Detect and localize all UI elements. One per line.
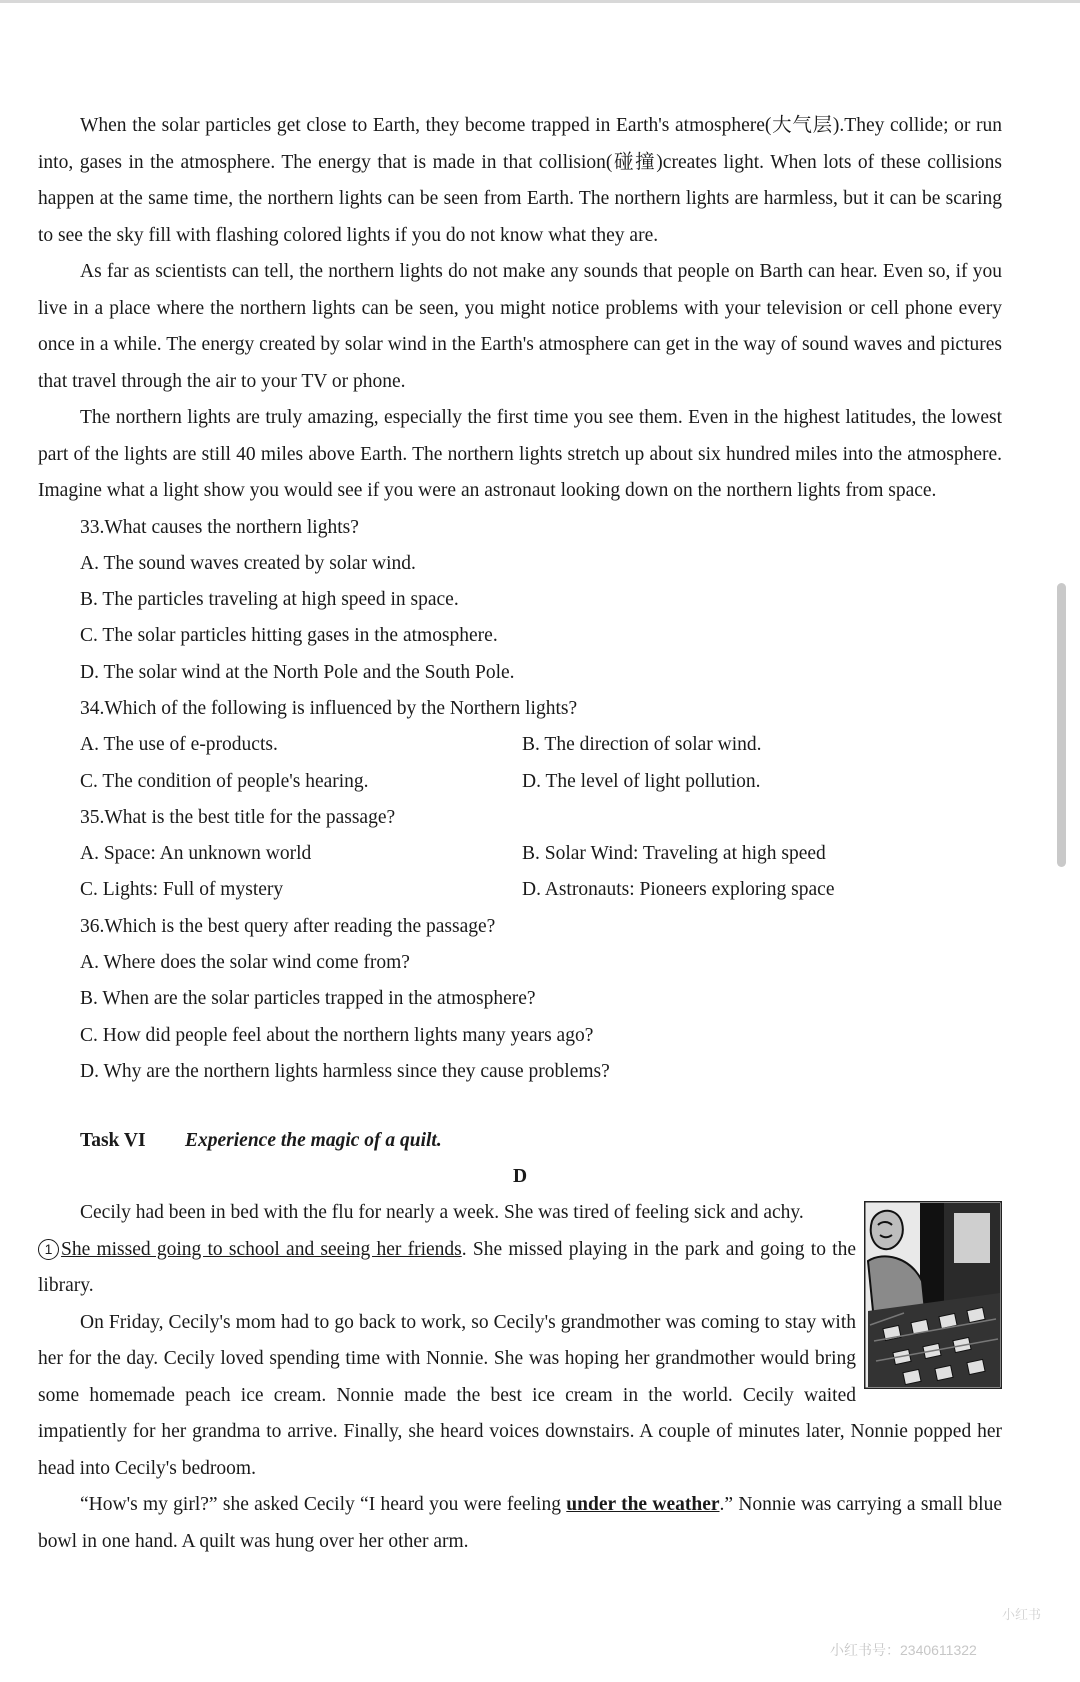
vertical-scrollbar[interactable] — [1057, 583, 1066, 867]
question-36-option-a: A. Where does the solar wind come from? — [80, 952, 410, 974]
top-border — [0, 0, 1080, 3]
passage-d-p3-start: “How's my girl?” she asked Cecily “I heard you were feeling — [80, 1494, 567, 1516]
passage-d — [38, 1195, 1002, 1560]
question-34-options-row-1 — [38, 727, 1002, 763]
question-35-option-d: D. Astronauts: Pioneers exploring space — [522, 879, 835, 901]
passage-c-paragraph-3: The northern lights are truly amazing, especially the first time you see them. Even in the highest latitudes, the lowest part of the lights are still 40 miles above Earth. The northern lights stretch up about six hundred miles into the atmosphere. Imagine what a light show you would see if you were an astronaut looking down on the northern lights from space. — [38, 407, 1002, 501]
bold-underlined-phrase: under the weather — [566, 1494, 720, 1516]
question-33-option-d: D. The solar wind at the North Pole and the South Pole. — [80, 661, 515, 683]
question-33-option-c: C. The solar particles hitting gases in the atmosphere. — [80, 625, 498, 647]
question-35-stem: 35.What is the best title for the passage? — [80, 806, 396, 828]
passage-d-p3-end: .” Nonnie was carrying a small blue bowl in one hand. A quilt was hung over her other arm. — [38, 1494, 1002, 1552]
passage-c-paragraph-1: When the solar particles get close to Earth, they become trapped in Earth's atmosphere(大气层).They collide; or run into, gases in the atmosphere. The energy that is made in that collision(碰撞)creates light. When lots of these collisions happen at the same time, the northern lights can be seen from Earth. The northern lights are harmless, but it can be scaring to see the sky fill with flashing colored lights if you do not know what they are. — [38, 115, 1002, 246]
question-35-option-a: A. Space: An unknown world — [80, 843, 312, 865]
question-35-option-c: C. Lights: Full of mystery — [80, 879, 284, 901]
illustration-quilt — [864, 1201, 1002, 1389]
question-36-option-b: B. When are the solar particles trapped in the atmosphere? — [80, 988, 536, 1010]
question-34-stem: 34.Which of the following is influenced by the Northern lights? — [80, 697, 578, 719]
passage-letter: D — [512, 1166, 528, 1188]
passage-c-paragraph-2: As far as scientists can tell, the northern lights do not make any sounds that people on Barth can hear. Even so, if you live in a place where the northern lights can be seen, you might notice problems with your television or cell phone every once in a while. The energy created by solar wind in the Earth's atmosphere can get in the way of sound waves and pictures that travel through the air to your TV or phone. — [38, 261, 1002, 392]
question-34-option-a: A. The use of e-products. — [80, 734, 278, 756]
question-35-option-b: B. Solar Wind: Traveling at high speed — [522, 843, 826, 865]
question-33-option-a: A. The sound waves created by solar wind. — [80, 552, 416, 574]
question-36-stem: 36.Which is the best query after reading the passage? — [80, 915, 496, 937]
task-heading — [38, 1123, 1002, 1159]
question-33-option-b: B. The particles traveling at high speed in space. — [80, 589, 459, 611]
question-36-option-c: C. How did people feel about the northern lights many years ago? — [80, 1024, 594, 1046]
watermark-id-text: 小红书号：2340611322 — [830, 1642, 977, 1658]
question-34-options-row-2 — [38, 764, 1002, 800]
question-34-option-b: B. The direction of solar wind. — [522, 734, 762, 756]
passage-d-p1-end: . She missed playing in the park and going to the library. — [38, 1238, 856, 1297]
passage-d-paragraph-1 — [38, 1195, 1002, 1305]
document-page — [38, 108, 1002, 1560]
circled-number-marker: 1 — [38, 1239, 59, 1260]
underlined-sentence: She missed going to school and seeing her friends — [61, 1238, 462, 1260]
passage-d-paragraph-2: On Friday, Cecily's mom had to go back to work, so Cecily's grandmother was coming to stay with her for the day. Cecily loved spending time with Nonnie. She was hoping her grandmother would bring some homemade peach ice cream. Nonnie made the best ice cream in the world. Cecily waited impatiently for her grandma to arrive. Finally, she heard voices downstairs. A couple of minutes later, Nonnie popped her head into Cecily's bedroom. — [38, 1311, 1002, 1479]
question-34-option-d: D. The level of light pollution. — [522, 770, 761, 792]
question-34-option-c: C. The condition of people's hearing. — [80, 770, 369, 792]
passage-d-paragraph-3 — [38, 1487, 1002, 1560]
passage-d-p1-start: Cecily had been in bed with the flu for nearly a week. She was tired of feeling sick and achy. — [80, 1202, 804, 1224]
task-number: Task VI — [80, 1130, 146, 1152]
task-title: Experience the magic of a quilt. — [185, 1130, 442, 1152]
question-35-options-row-1 — [38, 836, 1002, 872]
question-33-stem: 33.What causes the northern lights? — [80, 516, 359, 538]
question-35-options-row-2 — [38, 872, 1002, 908]
question-36-option-d: D. Why are the northern lights harmless since they cause problems? — [80, 1060, 610, 1082]
watermark-logo-text: 小红书 — [1002, 1607, 1042, 1622]
